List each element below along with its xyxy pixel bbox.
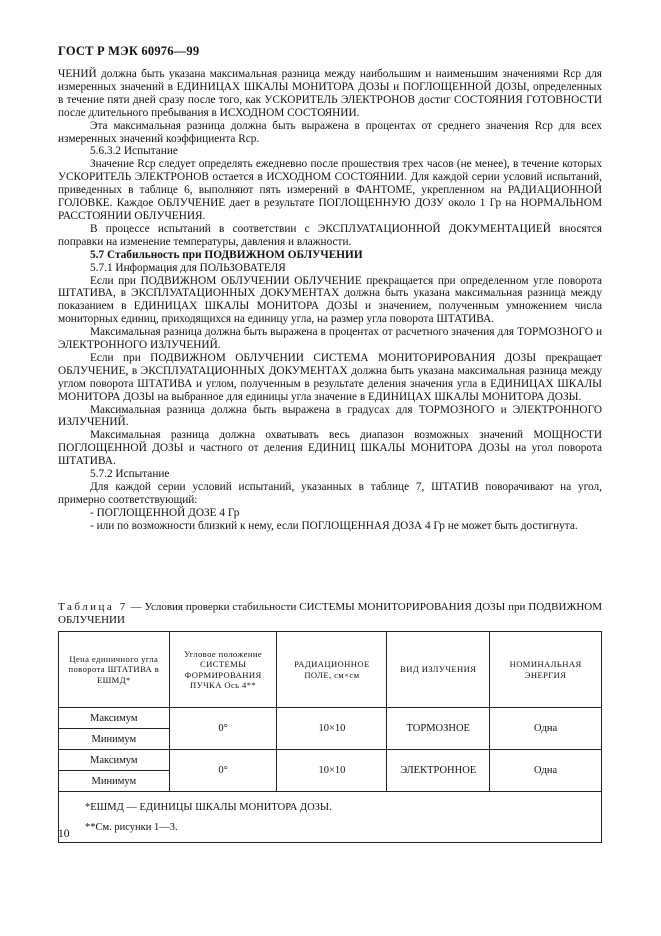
column-header: НОМИНАЛЬНАЯ ЭНЕРГИЯ	[490, 632, 602, 708]
table-row	[59, 708, 602, 729]
table-cell: Минимум	[59, 729, 170, 750]
table-cell: ЭЛЕКТРОННОЕ	[387, 750, 490, 792]
column-header: ВИД ИЗЛУЧЕНИЯ	[387, 632, 490, 708]
list-item: - ПОГЛОЩЕННОЙ ДОЗЕ 4 Гр	[90, 506, 240, 519]
table-cell: 10×10	[277, 750, 387, 792]
column-header: Угловое положение СИСТЕМЫ ФОРМИРОВАНИЯ ПУЧКА Ось 4**	[169, 632, 277, 708]
table-footnotes	[59, 792, 602, 843]
paragraph: Если при ПОДВИЖНОМ ОБЛУЧЕНИИ СИСТЕМА МОНИТОРИРОВАНИЯ ДОЗЫ прекращает ОБЛУЧЕНИЕ, в ЭКСПЛУАТАЦИОННЫХ ДОКУМЕНТАХ должна быть указана максимальная разница между углом поворота ШТАТИВА и углом, полученным в результате деления значения угла в ЕДИНИЦАХ ШКАЛЫ МОНИТОРА ДОЗЫ на выбранное для единицы угла значение в ЕДИНИЦАХ ШКАЛЫ МОНИТОРА ДОЗЫ.	[58, 351, 602, 403]
table-caption-label: Таблица 7	[58, 601, 128, 613]
table-row	[59, 750, 602, 771]
paragraph: В процессе испытаний в соответствии с ЭКСПЛУАТАЦИОННОЙ ДОКУМЕНТАЦИЕЙ вносятся поправки на изменение температуры, давления и влажности.	[58, 222, 602, 248]
table-cell: Минимум	[59, 771, 170, 792]
paragraph: Максимальная разница должна быть выражена в градусах для ТОРМОЗНОГО и ЭЛЕКТРОННОГО ИЗЛУЧЕНИЙ.	[58, 403, 602, 429]
conditions-table	[58, 631, 602, 843]
section-heading: 5.7 Стабильность при ПОДВИЖНОМ ОБЛУЧЕНИИ	[90, 248, 363, 261]
paragraph: Максимальная разница должна быть выражена в процентах от расчетного значения для ТОРМОЗНОГО и ЭЛЕКТРОННОГО ИЗЛУЧЕНИЙ.	[58, 326, 602, 352]
subsection-heading: 5.7.2 Испытание	[90, 468, 170, 481]
table-caption	[58, 601, 602, 626]
table-caption-text: — Условия проверки стабильности СИСТЕМЫ МОНИТОРИРОВАНИЯ ДОЗЫ при ПОДВИЖНОМ ОБЛУЧЕНИИ	[58, 601, 602, 626]
page-number: 10	[58, 828, 70, 840]
paragraph: Максимальная разница должна охватывать весь диапазон возможных значений МОЩНОСТИ ПОГЛОЩЕННОЙ ДОЗЫ и частного от деления ЕДИНИЦ ШКАЛЫ МОНИТОРА ДОЗЫ на угол поворота ШТАТИВА.	[58, 429, 602, 468]
table-cell: ТОРМОЗНОЕ	[387, 708, 490, 750]
footnote: *ЕШМД — ЕДИНИЦЫ ШКАЛЫ МОНИТОРА ДОЗЫ.	[85, 802, 332, 813]
paragraph: Для каждой серии условий испытаний, указанных в таблице 7, ШТАТИВ поворачивают на угол, примерно соответствующий:	[58, 481, 602, 506]
footnote: **См. рисунки 1—3.	[85, 822, 178, 833]
column-header: Цена единичного угла поворота ШТАТИВА в ЕШМД*	[59, 632, 170, 708]
paragraph: Если при ПОДВИЖНОМ ОБЛУЧЕНИИ ОБЛУЧЕНИЕ прекращается при определенном угле поворота ШТАТИВА, в ЭКСПЛУАТАЦИОННЫХ ДОКУМЕНТАХ должна быть указана максимальная разница между показанием в ЕДИНИЦАХ ШКАЛЫ МОНИТОРА ДОЗЫ и значением, полученным умножением числа мониторных единиц, приходящихся на единицу угла, на размер угла поворота ШТАТИВА.	[58, 274, 602, 326]
table-cell: Одна	[490, 750, 602, 792]
table-cell: Одна	[490, 708, 602, 750]
document-body	[58, 68, 602, 533]
document-header: ГОСТ Р МЭК 60976—99	[58, 44, 200, 58]
table-cell: 0°	[169, 750, 277, 792]
paragraph: ЧЕНИЙ должна быть указана максимальная разница между наибольшим и наименьшим значениями Rср для измеренных значений в ЕДИНИЦАХ ШКАЛЫ МОНИТОРА ДОЗЫ и ПОГЛОЩЕННОЙ ДОЗЫ, определенных в течение пяти дней сразу после того, как УСКОРИТЕЛЬ ЭЛЕКТРОНОВ достиг СОСТОЯНИЯ ГОТОВНОСТИ после длительного пребывания в ИСХОДНОМ СОСТОЯНИИ.	[58, 68, 602, 119]
table-cell: 0°	[169, 708, 277, 750]
table-footnote-row	[59, 792, 602, 843]
paragraph: Значение Rср следует определять ежедневно после прошествия трех часов (не менее), в течение которых УСКОРИТЕЛЬ ЭЛЕКТРОНОВ остается в ИСХОДНОМ СОСТОЯНИИ. Для каждой серии условий испытаний, приведенных в таблице 6, выполняют пять измерений в ФАНТОМЕ, укрепленном на РАДИАЦИОННОЙ ГОЛОВКЕ. Каждое ОБЛУЧЕНИЕ дает в результате ПОГЛОЩЕННУЮ ДОЗУ около 1 Гр на НОРМАЛЬНОМ РАССТОЯНИИ ОБЛУЧЕНИЯ.	[58, 158, 602, 222]
paragraph: Эта максимальная разница должна быть выражена в процентах от среднего значения Rср для всех измеренных значений коэффициента Rср.	[58, 119, 602, 145]
list-item: - или по возможности близкий к нему, если ПОГЛОЩЕННАЯ ДОЗА 4 Гр не может быть достигнута.	[90, 519, 578, 532]
table-cell: 10×10	[277, 708, 387, 750]
table-header-row	[59, 632, 602, 708]
subsection-heading: 5.7.1 Информация для ПОЛЬЗОВАТЕЛЯ	[90, 261, 286, 274]
table-cell: Максимум	[59, 708, 170, 729]
table-cell: Максимум	[59, 750, 170, 771]
subsection-heading: 5.6.3.2 Испытание	[90, 145, 178, 158]
column-header: РАДИАЦИОННОЕ ПОЛЕ, см×см	[277, 632, 387, 708]
